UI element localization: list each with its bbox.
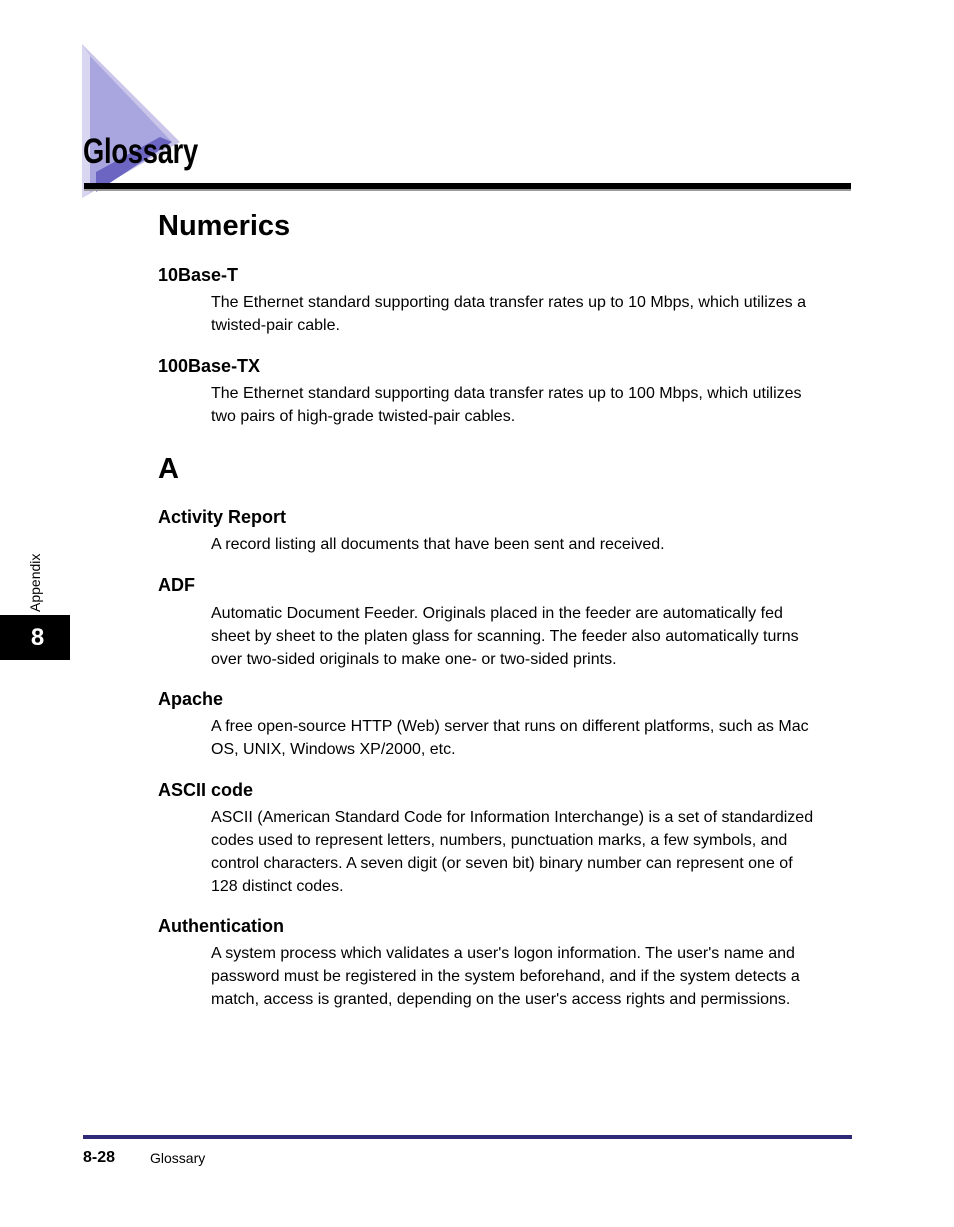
definition-line: A system process which validates a user's logon information. The user's name and	[211, 945, 795, 962]
term-ascii-code: ASCII code	[158, 780, 254, 800]
chapter-tab[interactable]	[0, 615, 70, 660]
definition-100base-tx	[211, 382, 851, 428]
section-heading-numerics: Numerics	[158, 210, 291, 242]
definition-activity-report	[211, 533, 851, 556]
definition-line: codes used to represent letters, numbers, punctuation marks, a few symbols, and	[211, 832, 788, 849]
footer-rule	[83, 1135, 852, 1139]
definition-line: The Ethernet standard supporting data transfer rates up to 10 Mbps, which utilizes a	[211, 294, 806, 311]
side-chapter-label: Appendix	[27, 553, 43, 612]
term-activity-report: Activity Report	[158, 507, 287, 527]
definition-adf	[211, 602, 851, 671]
definition-authentication	[211, 942, 851, 1011]
definition-line: 128 distinct codes.	[211, 878, 344, 895]
definition-line: ASCII (American Standard Code for Information Interchange) is a set of standardized	[211, 809, 814, 826]
definition-line: The Ethernet standard supporting data transfer rates up to 100 Mbps, which utilizes	[211, 385, 802, 402]
term-authentication: Authentication	[158, 916, 284, 936]
definition-line: sheet by sheet to the platen glass for scanning. The feeder also automatically turns	[211, 628, 799, 645]
definition-line: Automatic Document Feeder. Originals placed in the feeder are automatically fed	[211, 605, 783, 622]
title-rule-shadow	[84, 189, 851, 191]
section-heading-a: A	[158, 453, 179, 485]
term-100base-tx: 100Base-TX	[158, 356, 261, 376]
footer-page-number: 8-28	[83, 1149, 116, 1166]
definition-line: control characters. A seven digit (or seven bit) binary number can represent one of	[211, 855, 793, 872]
definition-apache	[211, 715, 851, 761]
definition-line: twisted-pair cable.	[211, 317, 340, 334]
definition-line: A record listing all documents that have been sent and received.	[211, 536, 665, 553]
definition-line: over two-sided originals to make one- or two-sided prints.	[211, 651, 617, 668]
definition-line: two pairs of high-grade twisted-pair cables.	[211, 408, 516, 425]
definition-ascii-code	[211, 806, 851, 898]
definition-line: OS, UNIX, Windows XP/2000, etc.	[211, 741, 456, 758]
definition-line: match, access is granted, depending on the user's access rights and permissions.	[211, 991, 791, 1008]
footer-section-title: Glossary	[150, 1150, 206, 1166]
chapter-number: 8	[30, 623, 45, 651]
term-apache: Apache	[158, 689, 224, 709]
definition-line: A free open-source HTTP (Web) server that runs on different platforms, such as Mac	[211, 718, 809, 735]
page-title: Glossary	[83, 132, 198, 171]
corner-triangle-decoration	[82, 42, 192, 202]
term-adf: ADF	[158, 575, 195, 595]
term-10base-t: 10Base-T	[158, 265, 239, 285]
definition-10base-t	[211, 291, 851, 337]
definition-line: password must be registered in the system beforehand, and if the system detects a	[211, 968, 800, 985]
